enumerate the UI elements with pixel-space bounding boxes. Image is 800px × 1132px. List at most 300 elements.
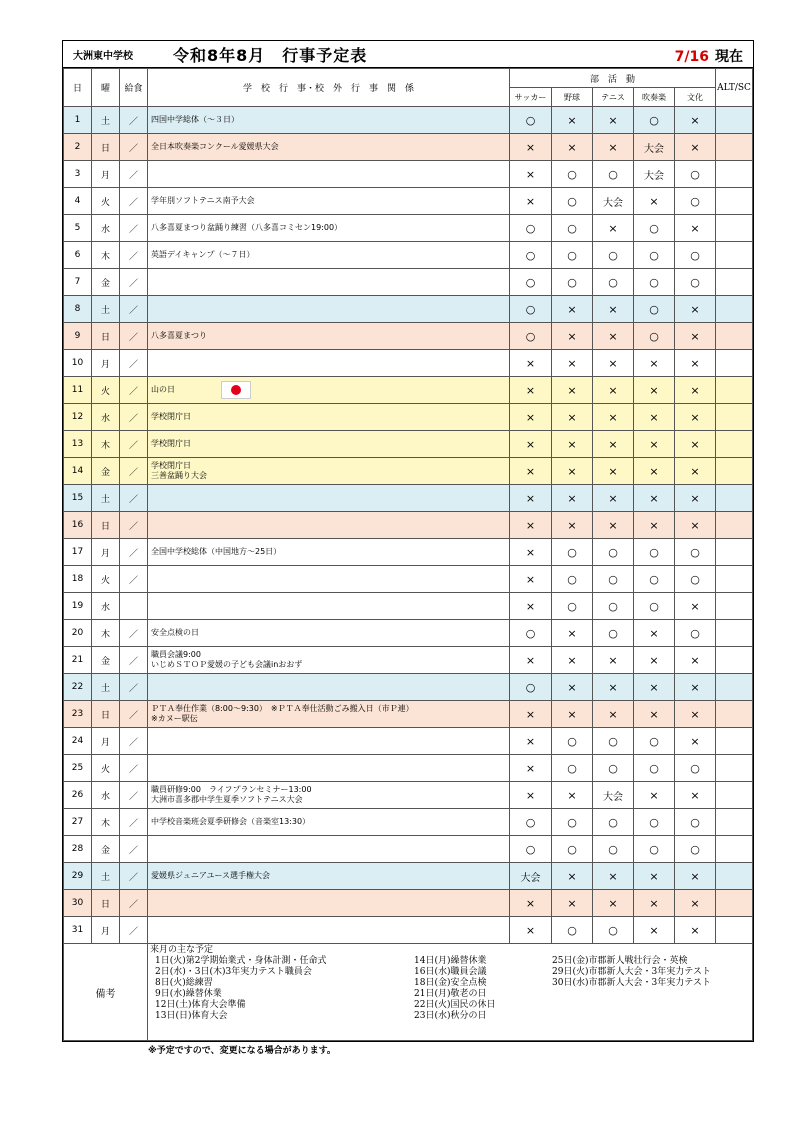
weekday: 月	[92, 539, 120, 566]
table-row	[64, 485, 753, 512]
alt-sc-cell	[716, 512, 753, 539]
club-culture-status: ×	[675, 728, 716, 755]
day-number: 31	[64, 917, 92, 944]
weekday: 水	[92, 404, 120, 431]
lunch-mark: ／	[120, 269, 148, 296]
table-row	[64, 863, 753, 890]
club-baseball-status: ○	[552, 755, 593, 782]
event-cell	[148, 107, 510, 134]
table-row	[64, 674, 753, 701]
alt-sc-cell	[716, 377, 753, 404]
day-number: 25	[64, 755, 92, 782]
club-culture-status: ○	[675, 809, 716, 836]
event-cell	[148, 863, 510, 890]
alt-sc-cell	[716, 296, 753, 323]
lunch-mark: ／	[120, 323, 148, 350]
club-tennis-status: ×	[593, 674, 634, 701]
event-cell	[148, 485, 510, 512]
notes-col-2	[414, 956, 495, 1022]
club-band-status: ×	[634, 890, 675, 917]
event-cell	[148, 890, 510, 917]
day-number: 8	[64, 296, 92, 323]
event-line: 八多喜夏まつり	[151, 331, 207, 340]
lunch-mark: ／	[120, 836, 148, 863]
club-baseball-status: ×	[552, 863, 593, 890]
weekday: 火	[92, 566, 120, 593]
event-line: 職員研修9:00 ライフプランセミナー13:00	[151, 785, 312, 794]
club-baseball-status: ×	[552, 674, 593, 701]
club-tennis-status: 大会	[593, 188, 634, 215]
club-baseball-status: ×	[552, 431, 593, 458]
club-band-status: ○	[634, 728, 675, 755]
event-line: 八多喜夏まつり盆踊り練習（八多喜コミセン19:00）	[151, 223, 343, 232]
club-band-status: ○	[634, 323, 675, 350]
day-number: 28	[64, 836, 92, 863]
club-band-status: ×	[634, 782, 675, 809]
club-soccer-status: ×	[510, 566, 552, 593]
club-soccer-status: ○	[510, 620, 552, 647]
event-cell	[148, 350, 510, 377]
page-title: 令和8年8月 行事予定表	[173, 45, 368, 65]
weekday: 日	[92, 512, 120, 539]
lunch-mark: ／	[120, 161, 148, 188]
event-cell	[148, 539, 510, 566]
event-cell	[148, 134, 510, 161]
table-row	[64, 809, 753, 836]
as-of-label	[675, 46, 743, 66]
club-culture-status: ×	[675, 458, 716, 485]
club-band-status: ○	[634, 296, 675, 323]
weekday: 木	[92, 620, 120, 647]
event-line	[151, 381, 509, 399]
event-cell	[148, 836, 510, 863]
club-soccer-status: ○	[510, 107, 552, 134]
day-number: 6	[64, 242, 92, 269]
alt-sc-cell	[716, 539, 753, 566]
club-soccer-status: ×	[510, 701, 552, 728]
club-baseball-status: ○	[552, 188, 593, 215]
club-tennis-status: ○	[593, 539, 634, 566]
club-tennis-status: ○	[593, 917, 634, 944]
club-culture-status: ×	[675, 593, 716, 620]
event-line: 学校閉庁日	[151, 461, 191, 470]
list-item: 9日(水)繰替休業	[155, 989, 222, 999]
event-cell	[148, 809, 510, 836]
club-baseball-status: ×	[552, 485, 593, 512]
list-item: 30日(水)市郡新人大会・3年実力テスト	[552, 978, 711, 988]
club-baseball-status: ○	[552, 836, 593, 863]
club-culture-status: ×	[675, 296, 716, 323]
table-row	[64, 107, 753, 134]
club-tennis-status: ×	[593, 107, 634, 134]
event-line: いじめＳＴＯＰ愛媛の子ども会議inおおず	[151, 660, 303, 669]
club-tennis-status: ×	[593, 296, 634, 323]
club-baseball-status: ×	[552, 890, 593, 917]
day-number: 15	[64, 485, 92, 512]
club-tennis-status: ○	[593, 242, 634, 269]
lunch-mark	[120, 593, 148, 620]
weekday: 木	[92, 809, 120, 836]
weekday: 金	[92, 836, 120, 863]
alt-sc-cell	[716, 647, 753, 674]
list-item: 21日(月)敬老の日	[414, 989, 487, 999]
club-baseball-status: ○	[552, 242, 593, 269]
weekday: 日	[92, 134, 120, 161]
alt-sc-cell	[716, 593, 753, 620]
club-soccer-status: ×	[510, 431, 552, 458]
col-alt: ALT/SC	[716, 69, 753, 107]
club-soccer-status: ×	[510, 485, 552, 512]
list-item: 23日(水)秋分の日	[414, 1011, 487, 1021]
club-baseball-status: ×	[552, 404, 593, 431]
day-number: 23	[64, 701, 92, 728]
club-baseball-status: ○	[552, 809, 593, 836]
club-band-status: ×	[634, 647, 675, 674]
club-baseball-status: ×	[552, 782, 593, 809]
club-tennis-status: ○	[593, 161, 634, 188]
day-number: 19	[64, 593, 92, 620]
club-culture-status: ×	[675, 404, 716, 431]
day-number: 14	[64, 458, 92, 485]
club-tennis-status: ×	[593, 485, 634, 512]
col-club-soccer: サッカー	[510, 88, 552, 107]
event-cell	[148, 161, 510, 188]
club-culture-status: ○	[675, 539, 716, 566]
day-number: 2	[64, 134, 92, 161]
event-line: 学年別ソフトテニス南予大会	[151, 196, 255, 205]
club-band-status: ×	[634, 431, 675, 458]
club-baseball-status: ×	[552, 620, 593, 647]
weekday: 木	[92, 431, 120, 458]
club-band-status: ×	[634, 674, 675, 701]
as-of-date: 7/16	[674, 49, 709, 65]
club-soccer-status: ×	[510, 188, 552, 215]
club-band-status: ×	[634, 350, 675, 377]
lunch-mark: ／	[120, 431, 148, 458]
alt-sc-cell	[716, 350, 753, 377]
lunch-mark: ／	[120, 890, 148, 917]
alt-sc-cell	[716, 809, 753, 836]
alt-sc-cell	[716, 458, 753, 485]
club-baseball-status: ○	[552, 728, 593, 755]
table-row	[64, 431, 753, 458]
lunch-mark: ／	[120, 404, 148, 431]
weekday: 水	[92, 593, 120, 620]
club-band-status: ○	[634, 566, 675, 593]
club-tennis-status: ×	[593, 701, 634, 728]
notes-label: 備考	[64, 944, 148, 1041]
club-baseball-status: ×	[552, 296, 593, 323]
weekday: 土	[92, 674, 120, 701]
table-row	[64, 539, 753, 566]
day-number: 30	[64, 890, 92, 917]
weekday: 木	[92, 242, 120, 269]
lunch-mark: ／	[120, 701, 148, 728]
club-tennis-status: ×	[593, 323, 634, 350]
club-band-status: ×	[634, 917, 675, 944]
event-cell	[148, 323, 510, 350]
day-number: 24	[64, 728, 92, 755]
alt-sc-cell	[716, 188, 753, 215]
club-baseball-status: ×	[552, 458, 593, 485]
notes-col-1	[150, 945, 326, 1022]
col-weekday: 曜	[92, 69, 120, 107]
alt-sc-cell	[716, 863, 753, 890]
event-cell	[148, 215, 510, 242]
event-cell	[148, 593, 510, 620]
table-row	[64, 620, 753, 647]
event-line: 英語デイキャンプ（～７日）	[151, 250, 255, 259]
lunch-mark: ／	[120, 188, 148, 215]
event-cell	[148, 188, 510, 215]
club-culture-status: ○	[675, 836, 716, 863]
alt-sc-cell	[716, 836, 753, 863]
weekday: 金	[92, 647, 120, 674]
event-line: 安全点検の日	[151, 628, 199, 637]
club-tennis-status: ○	[593, 836, 634, 863]
event-line: 中学校音楽班会夏季研修会（音楽室13:30）	[151, 817, 311, 826]
club-band-status: ×	[634, 863, 675, 890]
lunch-mark: ／	[120, 755, 148, 782]
club-tennis-status: ×	[593, 215, 634, 242]
list-item: 25日(金)市郡新人戦壮行会・英検	[552, 956, 688, 966]
weekday: 月	[92, 161, 120, 188]
club-tennis-status: ×	[593, 890, 634, 917]
table-row	[64, 377, 753, 404]
club-tennis-status: ×	[593, 134, 634, 161]
club-soccer-status: ×	[510, 350, 552, 377]
club-band-status: ×	[634, 701, 675, 728]
event-line: ※カヌー駅伝	[151, 714, 198, 723]
club-baseball-status: ×	[552, 701, 593, 728]
club-tennis-status: ○	[593, 809, 634, 836]
list-item: 12日(土)体育大会準備	[155, 1000, 246, 1010]
club-culture-status: ○	[675, 755, 716, 782]
weekday: 月	[92, 728, 120, 755]
school-name: 大洲東中学校	[73, 50, 133, 62]
table-row	[64, 647, 753, 674]
club-culture-status: ×	[675, 890, 716, 917]
table-row	[64, 188, 753, 215]
club-baseball-status: ○	[552, 566, 593, 593]
table-row	[64, 701, 753, 728]
club-soccer-status: ×	[510, 458, 552, 485]
event-cell	[148, 458, 510, 485]
club-culture-status: ×	[675, 377, 716, 404]
club-band-status: ×	[634, 512, 675, 539]
club-baseball-status: ○	[552, 917, 593, 944]
club-baseball-status: ×	[552, 350, 593, 377]
club-tennis-status: ×	[593, 350, 634, 377]
lunch-mark: ／	[120, 107, 148, 134]
club-band-status: ○	[634, 539, 675, 566]
list-item: 2日(水)・3日(木)3年実力テスト職員会	[155, 967, 312, 977]
club-soccer-status: 大会	[510, 863, 552, 890]
lunch-mark: ／	[120, 350, 148, 377]
day-number: 18	[64, 566, 92, 593]
club-band-status: ×	[634, 458, 675, 485]
lunch-mark: ／	[120, 512, 148, 539]
event-cell	[148, 512, 510, 539]
event-cell	[148, 242, 510, 269]
weekday: 土	[92, 296, 120, 323]
weekday: 水	[92, 215, 120, 242]
title-row	[63, 41, 753, 68]
table-row	[64, 458, 753, 485]
club-soccer-status: ×	[510, 404, 552, 431]
lunch-mark: ／	[120, 863, 148, 890]
club-culture-status: ×	[675, 647, 716, 674]
alt-sc-cell	[716, 107, 753, 134]
club-culture-status: ×	[675, 701, 716, 728]
club-culture-status: ×	[675, 107, 716, 134]
club-band-status: ○	[634, 809, 675, 836]
table-row	[64, 350, 753, 377]
club-culture-status: ○	[675, 161, 716, 188]
day-number: 4	[64, 188, 92, 215]
table-row	[64, 215, 753, 242]
club-band-status: ○	[634, 107, 675, 134]
club-band-status: ×	[634, 485, 675, 512]
club-soccer-status: ×	[510, 647, 552, 674]
club-baseball-status: ○	[552, 269, 593, 296]
club-culture-status: ○	[675, 242, 716, 269]
table-row	[64, 593, 753, 620]
event-cell	[148, 377, 510, 404]
event-cell	[148, 647, 510, 674]
club-soccer-status: ○	[510, 242, 552, 269]
lunch-mark: ／	[120, 809, 148, 836]
notes-heading: 来月の主な予定	[150, 945, 214, 955]
club-tennis-status: ×	[593, 431, 634, 458]
club-tennis-status: ○	[593, 755, 634, 782]
alt-sc-cell	[716, 323, 753, 350]
club-soccer-status: ○	[510, 323, 552, 350]
day-number: 12	[64, 404, 92, 431]
alt-sc-cell	[716, 242, 753, 269]
table-row	[64, 242, 753, 269]
weekday: 土	[92, 107, 120, 134]
day-number: 11	[64, 377, 92, 404]
alt-sc-cell	[716, 782, 753, 809]
club-band-status: ×	[634, 188, 675, 215]
alt-sc-cell	[716, 485, 753, 512]
event-text: 山の日	[151, 385, 175, 394]
club-culture-status: ×	[675, 863, 716, 890]
as-of-text: 現在	[715, 49, 743, 65]
list-item: 29日(火)市郡新人大会・3年実力テスト	[552, 967, 711, 977]
col-day: 日	[64, 69, 92, 107]
table-row	[64, 161, 753, 188]
list-item: 8日(火)総練習	[155, 978, 213, 988]
club-tennis-status: ○	[593, 566, 634, 593]
event-cell	[148, 431, 510, 458]
lunch-mark: ／	[120, 215, 148, 242]
club-soccer-status: ○	[510, 215, 552, 242]
weekday: 水	[92, 782, 120, 809]
event-cell	[148, 728, 510, 755]
footer-note: ※予定ですので、変更になる場合があります。	[148, 1046, 336, 1056]
schedule-sheet	[62, 40, 754, 1042]
club-band-status: ○	[634, 836, 675, 863]
club-soccer-status: ×	[510, 782, 552, 809]
table-row	[64, 404, 753, 431]
notes-col-3	[552, 956, 711, 989]
event-cell	[148, 674, 510, 701]
list-item: 16日(水)職員会議	[414, 967, 487, 977]
alt-sc-cell	[716, 755, 753, 782]
club-soccer-status: ×	[510, 512, 552, 539]
club-soccer-status: ○	[510, 809, 552, 836]
club-baseball-status: ×	[552, 377, 593, 404]
lunch-mark: ／	[120, 647, 148, 674]
club-band-status: ×	[634, 404, 675, 431]
alt-sc-cell	[716, 728, 753, 755]
weekday: 月	[92, 350, 120, 377]
weekday: 日	[92, 701, 120, 728]
list-item: 14日(月)繰替休業	[414, 956, 487, 966]
table-row	[64, 890, 753, 917]
lunch-mark: ／	[120, 782, 148, 809]
event-line: 職員会議9:00	[151, 650, 201, 659]
alt-sc-cell	[716, 701, 753, 728]
day-number: 21	[64, 647, 92, 674]
day-number: 26	[64, 782, 92, 809]
day-number: 20	[64, 620, 92, 647]
club-tennis-status: ○	[593, 269, 634, 296]
day-number: 16	[64, 512, 92, 539]
schedule-rows	[64, 107, 753, 944]
club-culture-status: ○	[675, 620, 716, 647]
club-tennis-status: ×	[593, 647, 634, 674]
club-soccer-status: ×	[510, 728, 552, 755]
day-number: 7	[64, 269, 92, 296]
alt-sc-cell	[716, 161, 753, 188]
list-item: 22日(火)国民の休日	[414, 1000, 496, 1010]
lunch-mark: ／	[120, 458, 148, 485]
club-culture-status: ×	[675, 674, 716, 701]
club-tennis-status: ×	[593, 863, 634, 890]
table-row	[64, 728, 753, 755]
lunch-mark: ／	[120, 242, 148, 269]
table-row	[64, 512, 753, 539]
col-club-culture: 文化	[675, 88, 716, 107]
alt-sc-cell	[716, 674, 753, 701]
event-cell	[148, 620, 510, 647]
club-baseball-status: ○	[552, 539, 593, 566]
alt-sc-cell	[716, 917, 753, 944]
alt-sc-cell	[716, 215, 753, 242]
weekday: 日	[92, 323, 120, 350]
alt-sc-cell	[716, 890, 753, 917]
notes-section	[64, 944, 753, 1041]
lunch-mark: ／	[120, 377, 148, 404]
club-soccer-status: ×	[510, 539, 552, 566]
list-item: 1日(火)第2学期始業式・身体計測・任命式	[155, 956, 327, 966]
lunch-mark: ／	[120, 566, 148, 593]
lunch-mark: ／	[120, 620, 148, 647]
weekday: 月	[92, 917, 120, 944]
lunch-mark: ／	[120, 728, 148, 755]
club-culture-status: ×	[675, 431, 716, 458]
event-cell	[148, 404, 510, 431]
col-club-baseball: 野球	[552, 88, 593, 107]
table-row	[64, 296, 753, 323]
club-culture-status: ○	[675, 269, 716, 296]
club-tennis-status: ○	[593, 728, 634, 755]
event-line: 三善盆踊り大会	[151, 471, 207, 480]
table-row	[64, 134, 753, 161]
